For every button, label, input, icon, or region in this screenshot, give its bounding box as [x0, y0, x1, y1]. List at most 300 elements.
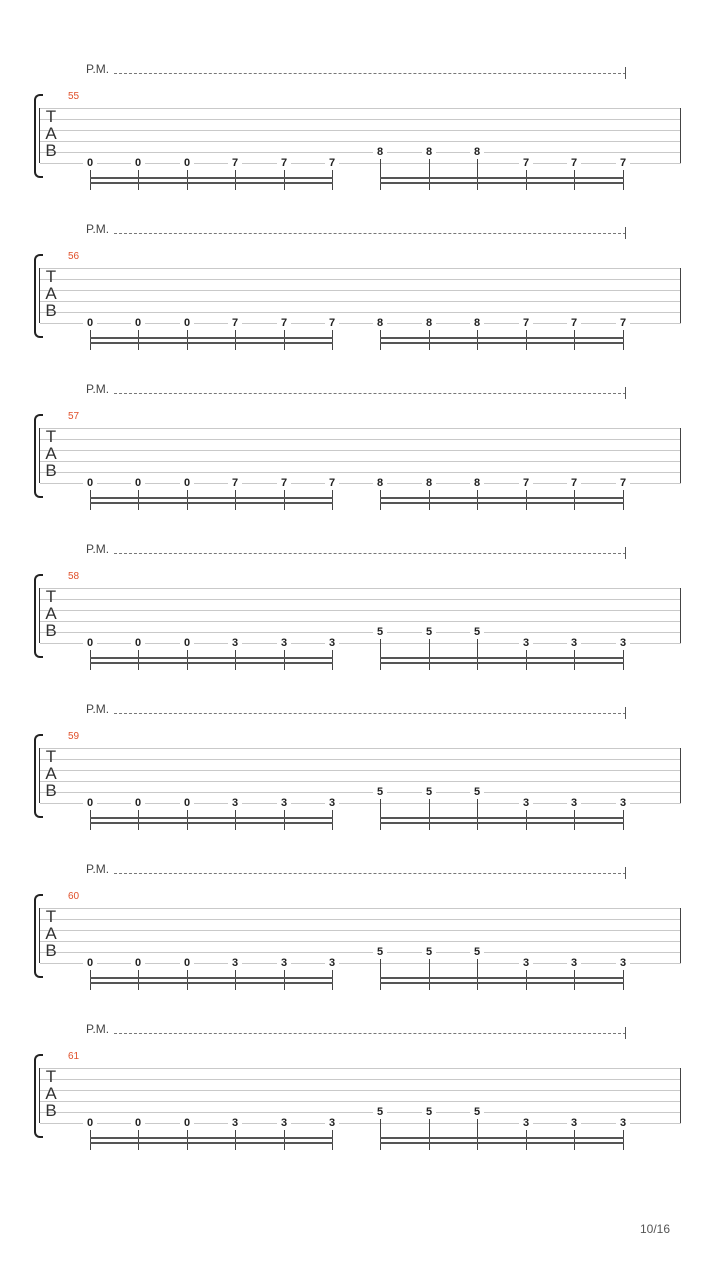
- tab-clef-letter: T: [45, 1067, 57, 1086]
- note-stem: [332, 650, 333, 670]
- note-stem: [526, 1130, 527, 1150]
- note-stem: [623, 970, 624, 990]
- note-stem: [138, 650, 139, 670]
- fret-number: 3: [616, 797, 630, 809]
- fret-number: 7: [325, 317, 339, 329]
- note-stem: [235, 1130, 236, 1150]
- note-stem: [235, 330, 236, 350]
- note-stem: [477, 1119, 478, 1150]
- note-stem: [380, 490, 381, 510]
- fret-number: 7: [567, 317, 581, 329]
- fret-number: 3: [567, 957, 581, 969]
- fret-number: 3: [519, 797, 533, 809]
- fret-number: 0: [131, 477, 145, 489]
- note-stem: [138, 170, 139, 190]
- fret-number: 8: [422, 477, 436, 489]
- fret-number: 8: [422, 317, 436, 329]
- fret-number: 0: [180, 637, 194, 649]
- system-bracket-line: [39, 748, 40, 803]
- fret-number: 5: [470, 946, 484, 958]
- palm-mute-label: P.M.: [86, 1022, 110, 1036]
- fret-number: 3: [616, 957, 630, 969]
- tab-clef-letter: B: [45, 141, 57, 160]
- tab-string: [40, 632, 681, 633]
- note-beam: [90, 337, 333, 339]
- fret-number: 5: [373, 626, 387, 638]
- note-stem: [429, 959, 430, 990]
- fret-number: 8: [470, 317, 484, 329]
- fret-number: 5: [422, 1106, 436, 1118]
- note-stem: [526, 970, 527, 990]
- tab-string: [40, 1090, 681, 1091]
- fret-number: 0: [83, 637, 97, 649]
- tab-system: [0, 62, 720, 228]
- fret-number: 5: [470, 626, 484, 638]
- tab-clef-letter: A: [45, 284, 57, 303]
- page-number: 10/16: [640, 1222, 671, 1236]
- fret-number: 7: [616, 477, 630, 489]
- fret-number: 0: [131, 957, 145, 969]
- note-beam: [380, 657, 624, 659]
- tab-string: [40, 268, 681, 269]
- note-stem: [429, 1119, 430, 1150]
- tab-string: [40, 439, 681, 440]
- note-stem: [623, 330, 624, 350]
- note-stem: [187, 970, 188, 990]
- fret-number: 0: [180, 157, 194, 169]
- note-stem: [284, 330, 285, 350]
- fret-number: 0: [180, 477, 194, 489]
- note-stem: [574, 1130, 575, 1150]
- fret-number: 3: [325, 1117, 339, 1129]
- tab-clef-letter: A: [45, 1084, 57, 1103]
- fret-number: 7: [567, 477, 581, 489]
- tab-string: [40, 279, 681, 280]
- fret-number: 0: [180, 1117, 194, 1129]
- fret-number: 0: [180, 957, 194, 969]
- note-stem: [380, 799, 381, 830]
- fret-number: 8: [470, 477, 484, 489]
- note-beam: [380, 342, 624, 344]
- palm-mute-end: [625, 387, 626, 399]
- note-stem: [477, 639, 478, 670]
- note-stem: [477, 959, 478, 990]
- fret-number: 3: [228, 797, 242, 809]
- fret-number: 3: [616, 637, 630, 649]
- measure-number: 56: [68, 251, 80, 262]
- system-bracket-line: [39, 268, 40, 323]
- fret-number: 3: [277, 797, 291, 809]
- fret-number: 3: [228, 637, 242, 649]
- note-stem: [187, 170, 188, 190]
- fret-number: 0: [131, 637, 145, 649]
- note-stem: [477, 799, 478, 830]
- system-bracket-line: [39, 428, 40, 483]
- palm-mute-label: P.M.: [86, 542, 110, 556]
- note-beam: [380, 822, 624, 824]
- fret-number: 0: [83, 957, 97, 969]
- tab-clef-letter: T: [45, 107, 57, 126]
- tab-system: [0, 702, 720, 868]
- measure-number: 55: [68, 91, 80, 102]
- fret-number: 7: [567, 157, 581, 169]
- tab-string: [40, 1101, 681, 1102]
- fret-number: 7: [519, 477, 533, 489]
- fret-number: 7: [325, 477, 339, 489]
- note-beam: [90, 977, 333, 979]
- tab-string: [40, 588, 681, 589]
- tab-clef-letter: A: [45, 604, 57, 623]
- fret-number: 8: [373, 477, 387, 489]
- fret-number: 5: [422, 626, 436, 638]
- note-stem: [380, 1119, 381, 1150]
- note-stem: [90, 490, 91, 510]
- fret-number: 0: [131, 317, 145, 329]
- note-stem: [332, 810, 333, 830]
- note-stem: [90, 810, 91, 830]
- fret-number: 7: [519, 317, 533, 329]
- fret-number: 5: [373, 1106, 387, 1118]
- note-stem: [429, 799, 430, 830]
- note-stem: [284, 170, 285, 190]
- note-stem: [187, 330, 188, 350]
- tab-string: [40, 952, 681, 953]
- tab-string: [40, 428, 681, 429]
- note-beam: [90, 497, 333, 499]
- note-stem: [526, 170, 527, 190]
- tab-clef-letter: T: [45, 907, 57, 926]
- tab-clef-letter: B: [45, 1101, 57, 1120]
- fret-number: 8: [470, 146, 484, 158]
- fret-number: 0: [131, 157, 145, 169]
- note-stem: [187, 1130, 188, 1150]
- palm-mute-line: [114, 1033, 626, 1034]
- fret-number: 3: [616, 1117, 630, 1129]
- note-beam: [380, 977, 624, 979]
- note-stem: [623, 490, 624, 510]
- tab-clef-letter: B: [45, 461, 57, 480]
- note-stem: [284, 970, 285, 990]
- tab-system: [0, 862, 720, 1028]
- tab-string: [40, 108, 681, 109]
- measure-number: 60: [68, 891, 80, 902]
- note-beam: [90, 342, 333, 344]
- fret-number: 7: [277, 477, 291, 489]
- tab-string: [40, 141, 681, 142]
- fret-number: 0: [131, 1117, 145, 1129]
- fret-number: 7: [228, 477, 242, 489]
- fret-number: 0: [83, 317, 97, 329]
- fret-number: 8: [373, 317, 387, 329]
- tab-string: [40, 941, 681, 942]
- palm-mute-end: [625, 707, 626, 719]
- fret-number: 0: [83, 477, 97, 489]
- fret-number: 3: [277, 637, 291, 649]
- tab-string: [40, 621, 681, 622]
- note-stem: [429, 330, 430, 350]
- measure-number: 59: [68, 731, 80, 742]
- note-beam: [90, 1137, 333, 1139]
- palm-mute-line: [114, 873, 626, 874]
- measure-number: 61: [68, 1051, 80, 1062]
- note-stem: [526, 650, 527, 670]
- note-beam: [90, 1142, 333, 1144]
- fret-number: 8: [373, 146, 387, 158]
- note-beam: [380, 1137, 624, 1139]
- fret-number: 5: [422, 946, 436, 958]
- palm-mute-label: P.M.: [86, 62, 110, 76]
- note-beam: [90, 982, 333, 984]
- palm-mute-line: [114, 553, 626, 554]
- tab-string: [40, 152, 681, 153]
- note-stem: [623, 810, 624, 830]
- note-stem: [574, 810, 575, 830]
- note-stem: [90, 970, 91, 990]
- tab-string: [40, 908, 681, 909]
- tab-clef-letter: B: [45, 781, 57, 800]
- fret-number: 3: [325, 957, 339, 969]
- fret-number: 7: [616, 317, 630, 329]
- bar-line: [680, 748, 681, 803]
- note-stem: [429, 159, 430, 190]
- note-stem: [138, 330, 139, 350]
- note-stem: [477, 490, 478, 510]
- system-bracket-line: [39, 588, 40, 643]
- fret-number: 3: [567, 637, 581, 649]
- note-stem: [284, 490, 285, 510]
- note-stem: [574, 970, 575, 990]
- note-beam: [90, 177, 333, 179]
- note-beam: [380, 337, 624, 339]
- tab-string: [40, 312, 681, 313]
- note-stem: [138, 970, 139, 990]
- note-beam: [90, 662, 333, 664]
- note-stem: [90, 1130, 91, 1150]
- palm-mute-line: [114, 73, 626, 74]
- tab-clef-letter: T: [45, 267, 57, 286]
- palm-mute-line: [114, 233, 626, 234]
- note-stem: [235, 170, 236, 190]
- note-beam: [380, 502, 624, 504]
- bar-line: [680, 588, 681, 643]
- fret-number: 7: [228, 317, 242, 329]
- tab-string: [40, 781, 681, 782]
- tab-string: [40, 290, 681, 291]
- palm-mute-end: [625, 67, 626, 79]
- note-stem: [574, 170, 575, 190]
- tab-string: [40, 759, 681, 760]
- fret-number: 5: [373, 946, 387, 958]
- fret-number: 0: [83, 157, 97, 169]
- note-stem: [380, 159, 381, 190]
- note-stem: [90, 650, 91, 670]
- note-stem: [284, 810, 285, 830]
- tab-clef-letter: A: [45, 124, 57, 143]
- bar-line: [680, 1068, 681, 1123]
- note-stem: [429, 639, 430, 670]
- tab-system: [0, 1022, 720, 1188]
- note-beam: [90, 657, 333, 659]
- tab-clef-letter: A: [45, 764, 57, 783]
- fret-number: 3: [325, 797, 339, 809]
- note-stem: [380, 959, 381, 990]
- tab-string: [40, 301, 681, 302]
- note-beam: [90, 822, 333, 824]
- palm-mute-label: P.M.: [86, 222, 110, 236]
- tab-system: [0, 222, 720, 388]
- tab-string: [40, 1068, 681, 1069]
- note-beam: [90, 502, 333, 504]
- fret-number: 7: [277, 157, 291, 169]
- palm-mute-label: P.M.: [86, 702, 110, 716]
- note-stem: [235, 650, 236, 670]
- note-stem: [332, 970, 333, 990]
- palm-mute-end: [625, 227, 626, 239]
- bar-line: [680, 908, 681, 963]
- note-beam: [380, 662, 624, 664]
- note-stem: [574, 650, 575, 670]
- tab-clef-letter: A: [45, 444, 57, 463]
- bar-line: [680, 428, 681, 483]
- bar-line: [680, 108, 681, 163]
- fret-number: 5: [422, 786, 436, 798]
- tab-string: [40, 461, 681, 462]
- note-stem: [332, 1130, 333, 1150]
- fret-number: 3: [228, 957, 242, 969]
- note-stem: [332, 490, 333, 510]
- tab-clef-letter: T: [45, 427, 57, 446]
- note-stem: [187, 810, 188, 830]
- tab-system: [0, 382, 720, 548]
- tab-string: [40, 472, 681, 473]
- fret-number: 3: [228, 1117, 242, 1129]
- fret-number: 3: [519, 1117, 533, 1129]
- palm-mute-end: [625, 1027, 626, 1039]
- fret-number: 3: [519, 637, 533, 649]
- note-stem: [90, 170, 91, 190]
- note-stem: [477, 330, 478, 350]
- note-stem: [138, 490, 139, 510]
- fret-number: 7: [228, 157, 242, 169]
- fret-number: 0: [83, 1117, 97, 1129]
- tab-string: [40, 1112, 681, 1113]
- note-stem: [380, 330, 381, 350]
- tab-string: [40, 748, 681, 749]
- note-beam: [380, 817, 624, 819]
- measure-number: 58: [68, 571, 80, 582]
- fret-number: 7: [519, 157, 533, 169]
- note-stem: [623, 170, 624, 190]
- tab-clef-letter: T: [45, 587, 57, 606]
- tab-string: [40, 599, 681, 600]
- fret-number: 3: [567, 1117, 581, 1129]
- note-stem: [429, 490, 430, 510]
- note-stem: [187, 650, 188, 670]
- fret-number: 3: [567, 797, 581, 809]
- palm-mute-line: [114, 393, 626, 394]
- tab-system: [0, 542, 720, 708]
- tab-string: [40, 792, 681, 793]
- note-stem: [235, 810, 236, 830]
- fret-number: 3: [325, 637, 339, 649]
- palm-mute-line: [114, 713, 626, 714]
- tab-string: [40, 450, 681, 451]
- tab-string: [40, 130, 681, 131]
- note-stem: [574, 490, 575, 510]
- note-stem: [284, 1130, 285, 1150]
- tab-string: [40, 919, 681, 920]
- note-stem: [235, 490, 236, 510]
- tab-clef-letter: A: [45, 924, 57, 943]
- note-stem: [623, 1130, 624, 1150]
- fret-number: 3: [277, 1117, 291, 1129]
- tab-string: [40, 930, 681, 931]
- note-stem: [477, 159, 478, 190]
- note-stem: [187, 490, 188, 510]
- tab-string: [40, 770, 681, 771]
- tab-string: [40, 119, 681, 120]
- tab-clef-letter: B: [45, 301, 57, 320]
- fret-number: 3: [519, 957, 533, 969]
- fret-number: 7: [616, 157, 630, 169]
- note-stem: [526, 810, 527, 830]
- note-stem: [526, 330, 527, 350]
- fret-number: 3: [277, 957, 291, 969]
- palm-mute-label: P.M.: [86, 862, 110, 876]
- palm-mute-label: P.M.: [86, 382, 110, 396]
- tab-string: [40, 1079, 681, 1080]
- note-beam: [380, 182, 624, 184]
- note-beam: [380, 177, 624, 179]
- fret-number: 5: [373, 786, 387, 798]
- note-stem: [623, 650, 624, 670]
- system-bracket-line: [39, 1068, 40, 1123]
- fret-number: 7: [325, 157, 339, 169]
- fret-number: 0: [180, 797, 194, 809]
- tab-string: [40, 610, 681, 611]
- note-beam: [90, 182, 333, 184]
- note-stem: [235, 970, 236, 990]
- measure-number: 57: [68, 411, 80, 422]
- tab-clef-letter: B: [45, 621, 57, 640]
- system-bracket-line: [39, 108, 40, 163]
- note-stem: [90, 330, 91, 350]
- note-stem: [332, 330, 333, 350]
- fret-number: 5: [470, 1106, 484, 1118]
- fret-number: 0: [83, 797, 97, 809]
- tab-clef-letter: B: [45, 941, 57, 960]
- fret-number: 5: [470, 786, 484, 798]
- tab-clef-letter: T: [45, 747, 57, 766]
- note-stem: [138, 1130, 139, 1150]
- note-stem: [332, 170, 333, 190]
- bar-line: [680, 268, 681, 323]
- note-stem: [138, 810, 139, 830]
- note-beam: [90, 817, 333, 819]
- fret-number: 7: [277, 317, 291, 329]
- system-bracket-line: [39, 908, 40, 963]
- note-beam: [380, 982, 624, 984]
- fret-number: 8: [422, 146, 436, 158]
- note-beam: [380, 497, 624, 499]
- note-stem: [380, 639, 381, 670]
- note-stem: [526, 490, 527, 510]
- note-stem: [284, 650, 285, 670]
- fret-number: 0: [180, 317, 194, 329]
- palm-mute-end: [625, 547, 626, 559]
- note-beam: [380, 1142, 624, 1144]
- palm-mute-end: [625, 867, 626, 879]
